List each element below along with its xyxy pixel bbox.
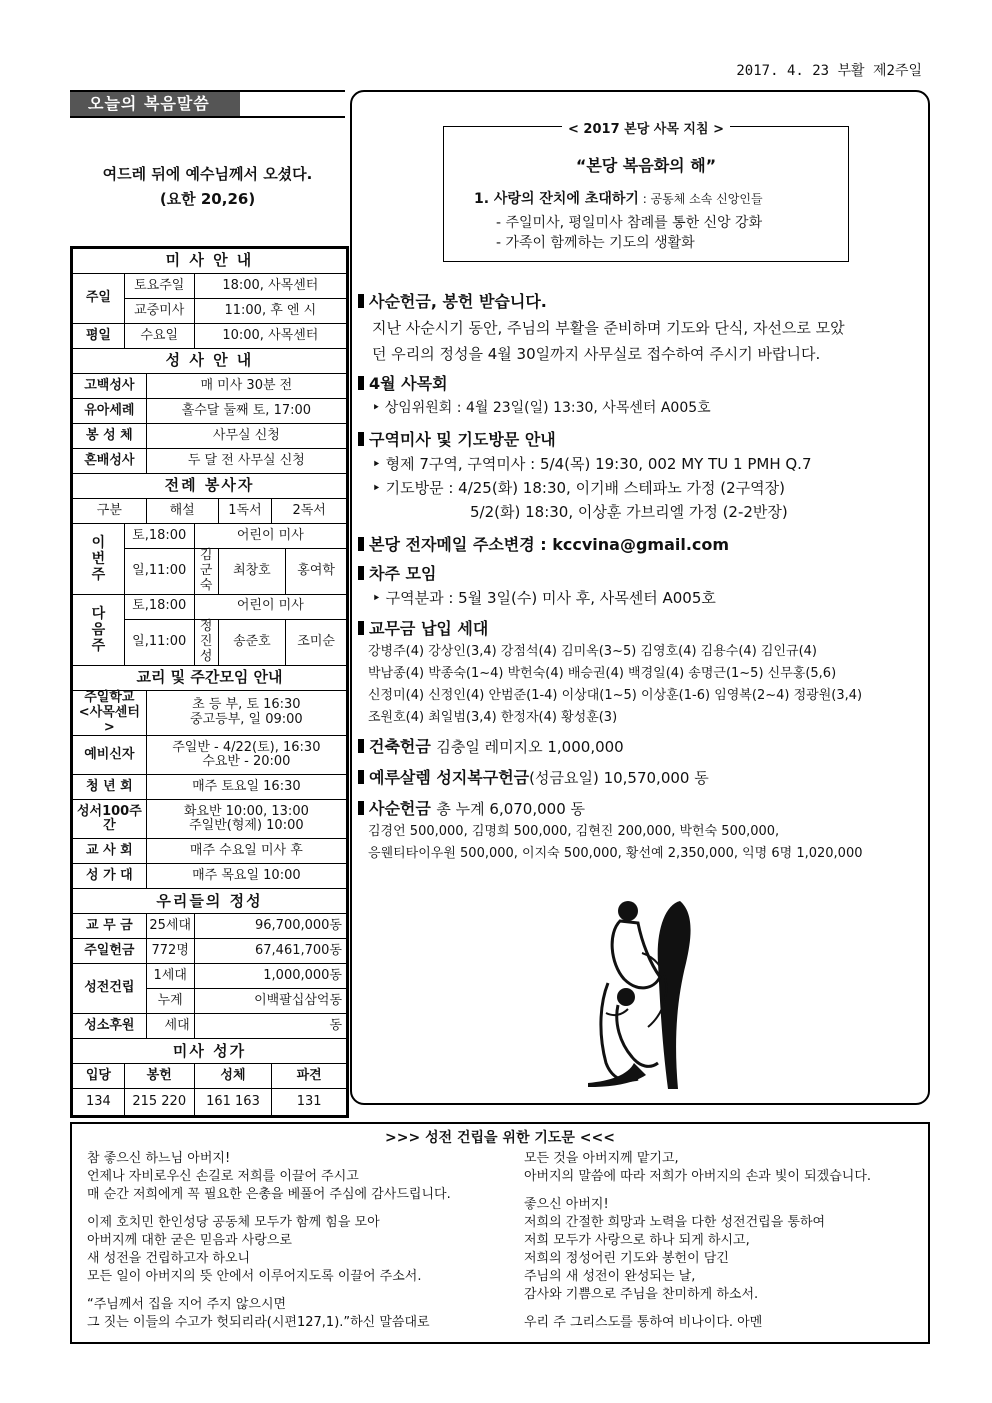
offering-amount: 이백팔십삼억동 (194, 989, 346, 1014)
servers-slot: 일,11:00 (124, 549, 194, 595)
bullet-square-icon (358, 432, 364, 446)
servers-commentator: 정진성 (194, 619, 218, 665)
pieta-drawing (568, 893, 728, 1093)
district-mass-section (358, 428, 928, 524)
catechism-choir-time: 매주 목요일 10:00 (146, 864, 346, 889)
catechism-teachers-time: 매주 수요일 미사 후 (146, 839, 346, 864)
offering-title: 우리들의 정성 (73, 889, 347, 914)
sacrament-value: 사무실 신청 (146, 424, 346, 449)
tithe-names: 박남종(4) 박종숙(1~4) 박헌숙(4) 배승권(4) 백경일(4) 송명근(1~5) 신무홍(5,6) (368, 666, 837, 681)
hymns-col-head: 입당 (73, 1064, 125, 1089)
prayer-gap (524, 1304, 924, 1314)
servers-slot-value: 어린이 미사 (194, 524, 346, 549)
policy-item-desc: : 공동체 소속 신앙인들 (638, 192, 763, 206)
offering-name: 성소후원 (73, 1014, 147, 1039)
mass-sunday-label: 주일 (73, 274, 125, 324)
bullet-square-icon (358, 376, 364, 390)
prayer-line: 우리 주 그리스도를 통하여 비나이다. 아멘 (524, 1315, 763, 1330)
bullet-square-icon (358, 801, 364, 815)
catechism-teachers: 교 사 회 (73, 839, 147, 864)
offering-amount: 67,461,700동 (194, 939, 346, 964)
prayer-line: 그 짓는 이들의 수고가 헛되리라(시편127,1).”하신 말씀대로 (87, 1315, 430, 1330)
servers-reader1: 송준호 (218, 619, 286, 665)
section-heading (358, 735, 928, 759)
catechism-school-time: 초 등 부, 토 16:30 (192, 697, 301, 713)
hymns-value: 161 163 (194, 1089, 272, 1116)
jerusalem-offering-value: (성금요일) 10,570,000 동 (529, 769, 709, 787)
mass-comm-time: 11:00, 후 엔 시 (194, 299, 346, 324)
section-heading (358, 797, 928, 821)
catechism-bible-time: 주일반(형제) 10:00 (189, 818, 304, 834)
offering-name: 주일헌금 (73, 939, 147, 964)
gospel-verse-ref: (요한 20,26) (159, 190, 256, 208)
bullet-square-icon (358, 770, 364, 784)
prayer-line: 저희의 간절한 희망과 노력을 다한 성전건립을 통하여 (524, 1215, 826, 1230)
sacrament-name: 고백성사 (73, 374, 147, 399)
gospel-verse (70, 162, 345, 212)
catechism-school-times (146, 690, 346, 736)
district-line: 5/2(화) 18:30, 이상훈 가브리엘 가정 (2-2반장) (470, 503, 788, 521)
prayer-line: “주님께서 집을 지어 주지 않으시면 (87, 1297, 287, 1312)
mass-sat-label: 토요주일 (124, 274, 194, 299)
offering-amount: 동 (194, 1014, 346, 1039)
policy-sub: - 가족이 함께하는 기도의 생활화 (496, 235, 695, 251)
lent-donors: 김경언 500,000, 김명희 500,000, 김현진 200,000, 박헌숙 500,000, (368, 824, 780, 839)
mass-weekday-label: 평일 (73, 324, 125, 349)
prayer-line: 감사와 기쁨으로 주님을 찬미하게 하소서. (524, 1287, 759, 1302)
prayer-line: 아버지께 대한 굳은 믿음과 사랑으로 (87, 1233, 292, 1248)
servers-this-week (73, 524, 125, 595)
servers-col-head: 1독서 (218, 499, 272, 524)
prayer-line: 모든 일이 아버지의 뜻 안에서 이루어지도록 이끌어 주소서. (87, 1269, 422, 1284)
catechism-catechumen-times (146, 736, 346, 775)
gospel-header (70, 90, 345, 118)
mass-wed-label: 수요일 (124, 324, 194, 349)
catechism-bible-times (146, 800, 346, 839)
catechism-title: 교리 및 주간모임 안내 (73, 665, 347, 690)
catechism-bible: 성서100주간 (73, 800, 147, 839)
servers-next-week (73, 594, 125, 665)
mass-wed-time: 10:00, 사목센터 (194, 324, 346, 349)
policy-title-wrap (444, 118, 848, 137)
prayer-line: 모든 것을 아버지께 맡기고, (524, 1151, 679, 1166)
hymns-title: 미사 성가 (73, 1039, 347, 1064)
offering-amount: 1,000,000동 (194, 964, 346, 989)
servers-reader2: 홍여학 (286, 549, 347, 595)
prayer-line: 참 좋으신 하느님 아버지! (87, 1151, 231, 1166)
hymns-value: 215 220 (124, 1089, 194, 1116)
bullet-square-icon (358, 294, 364, 308)
sacrament-value: 두 달 전 사무실 신청 (146, 449, 346, 474)
tithe-section (358, 617, 928, 729)
prayer-line: 아버지의 말씀에 따라 저희가 아버지의 손과 빛이 되겠습니다. (524, 1169, 872, 1184)
catechism-youth-time: 매주 토요일 16:30 (146, 775, 346, 800)
mass-sat-time: 18:00, 사목센터 (194, 274, 346, 299)
mass-comm-label: 교중미사 (124, 299, 194, 324)
prayer-left-column (87, 1150, 507, 1332)
section-heading (358, 766, 928, 790)
hymns-value: 131 (272, 1089, 347, 1116)
lent-total-section (358, 797, 928, 865)
section-heading-text: 4월 사목회 (369, 374, 448, 393)
catechism-catechumen-time: 수요반 - 20:00 (202, 754, 291, 770)
section-heading-text: 사순헌금, 봉헌 받습니다. (369, 292, 547, 311)
servers-col-head: 구분 (73, 499, 147, 524)
section-heading-text: 예루살렘 성지복구헌금 (369, 768, 530, 787)
section-heading-text: 구역미사 및 기도방문 안내 (369, 430, 556, 449)
servers-commentator: 김군숙 (194, 549, 218, 595)
offering-name: 교 무 금 (73, 914, 147, 939)
tithe-names: 조원호(4) 최일범(3,4) 한정자(4) 황성훈(3) (368, 710, 618, 725)
district-line: ‣ 형제 7구역, 구역미사 : 5/4(목) 19:30, 002 MY TU 1 PMH Q.7 (372, 455, 812, 473)
info-sidebar (70, 246, 349, 1118)
lent-offering-section (358, 290, 928, 366)
section-heading-text: 건축헌금 (369, 737, 431, 756)
policy-item (474, 188, 763, 208)
servers-col-head: 해설 (146, 499, 218, 524)
mass-title: 미 사 안 내 (73, 249, 347, 274)
tithe-names: 신정미(4) 신정인(4) 안범준(1-4) 이상대(1~5) 이상훈(1-6) 임영복(2~4) 정광원(3,4) (368, 688, 863, 703)
servers-reader1: 최창호 (218, 549, 286, 595)
servers-next-week-label: 다음주 (91, 605, 106, 654)
catechism-youth: 청 년 회 (73, 775, 147, 800)
section-heading-text: 차주 모임 (369, 564, 437, 583)
offering-count: 25세대 (146, 914, 194, 939)
section-heading (358, 290, 928, 314)
pastoral-policy-box (443, 122, 849, 262)
council-line: ‣ 상임위원회 : 4월 23일(일) 13:30, 사목센터 A005호 (372, 400, 711, 416)
next-meeting-section (358, 562, 928, 610)
email-change-section (358, 533, 928, 557)
prayer-gap (87, 1286, 507, 1296)
building-offering-value: 김충일 레미지오 1,000,000 (436, 738, 624, 756)
offering-count: 세대 (146, 1014, 194, 1039)
sacrament-value: 홀수달 둘째 토, 17:00 (146, 399, 346, 424)
policy-title: < 2017 본당 사목 지침 > (562, 122, 730, 137)
policy-item-title: 1. 사랑의 잔치에 초대하기 (474, 191, 639, 207)
offering-count: 누계 (146, 989, 194, 1014)
catechism-catechumen-time: 주일반 - 4/22(토), 16:30 (172, 739, 321, 755)
section-heading (358, 562, 928, 586)
catechism-school (73, 690, 147, 736)
servers-slot: 토,18:00 (124, 524, 194, 549)
prayer-line: 저희의 정성어린 기도와 봉헌이 담긴 (524, 1251, 729, 1266)
servers-reader2: 조미순 (286, 619, 347, 665)
hymns-col-head: 봉헌 (124, 1064, 194, 1089)
policy-year-theme: “본당 복음화의 해” (575, 156, 717, 175)
section-heading-text: 교무금 납입 세대 (369, 619, 489, 638)
section-heading-text: 사순헌금 (369, 799, 431, 818)
sacrament-name: 유아세례 (73, 399, 147, 424)
prayer-title: >>> 성전 건립을 위한 기도문 <<< (385, 1130, 615, 1146)
offering-count: 1세대 (146, 964, 194, 989)
meeting-line: ‣ 구역분과 : 5월 3일(수) 미사 후, 사목센터 A005호 (372, 589, 716, 607)
policy-sub: - 주일미사, 평일미사 참례를 통한 신앙 강화 (496, 215, 763, 231)
hymns-value: 134 (73, 1089, 125, 1116)
catechism-bible-time: 화요반 10:00, 13:00 (183, 803, 309, 819)
prayer-line: 언제나 자비로우신 손길로 저희를 이끌어 주시고 (87, 1169, 359, 1184)
sacrament-name: 혼배성사 (73, 449, 147, 474)
catechism-school-label: 주일학교 (84, 689, 135, 705)
pieta-illustration (568, 893, 728, 1093)
lent-total-value: 총 누계 6,070,000 동 (436, 800, 586, 818)
district-line: ‣ 기도방문 : 4/25(화) 18:30, 이기배 스테파노 가정 (2구역장) (372, 479, 786, 497)
bullet-square-icon (358, 621, 364, 635)
catechism-school-place: <사목센터> (78, 704, 140, 735)
prayer-gap (87, 1204, 507, 1214)
prayer-line: 새 성전을 건립하고자 하오니 (87, 1251, 251, 1266)
servers-slot-value: 어린이 미사 (194, 594, 346, 619)
lent-donors: 응웬티타이우원 500,000, 이지숙 500,000, 황선예 2,350,000, 익명 6명 1,020,000 (368, 846, 863, 861)
servers-this-week-label: 이번주 (91, 534, 106, 583)
building-offering-section (358, 735, 928, 759)
bulletin-date: 2017. 4. 23 부활 제2주일 (736, 63, 922, 79)
offering-amount: 96,700,000동 (194, 914, 346, 939)
catechism-catechumen: 예비신자 (73, 736, 147, 775)
lent-text: 지난 사순시기 동안, 주님의 부활을 준비하며 기도와 단식, 자선으로 모았 (372, 319, 845, 337)
hymns-col-head: 파견 (272, 1064, 347, 1089)
bullet-square-icon (358, 739, 364, 753)
april-council-section (358, 372, 928, 420)
bullet-square-icon (358, 566, 364, 580)
prayer-line: 이제 호치민 한인성당 공동체 모두가 함께 힘을 모아 (87, 1215, 380, 1230)
jerusalem-offering-section (358, 766, 928, 790)
sacrament-name: 봉 성 체 (73, 424, 147, 449)
catechism-school-time: 중고등부, 일 09:00 (190, 712, 303, 728)
gospel-header-label: 오늘의 복음말씀 (70, 92, 240, 116)
section-heading (358, 533, 928, 557)
prayer-box (70, 1122, 930, 1344)
sacrament-value: 매 미사 30분 전 (146, 374, 346, 399)
section-heading (358, 428, 928, 452)
gospel-verse-text: 여드레 뒤에 예수님께서 오셨다. (102, 165, 313, 183)
bullet-square-icon (358, 537, 364, 551)
prayer-line: 좋으신 아버지! (524, 1197, 609, 1212)
lent-text: 던 우리의 정성을 4월 30일까지 사무실로 접수하여 주시기 바랍니다. (372, 345, 821, 363)
prayer-right-column (524, 1150, 924, 1332)
prayer-line: 주님의 새 성전이 완성되는 날, (524, 1269, 696, 1284)
servers-col-head: 2독서 (272, 499, 347, 524)
section-heading (358, 372, 928, 396)
offering-name: 성전건립 (73, 964, 147, 1014)
sacrament-title: 성 사 안 내 (73, 349, 347, 374)
prayer-line: 매 순간 저희에게 꼭 필요한 은총을 베풀어 주심에 감사드립니다. (87, 1187, 451, 1202)
servers-slot: 토,18:00 (124, 594, 194, 619)
servers-slot: 일,11:00 (124, 619, 194, 665)
prayer-line: 저희 모두가 사랑으로 하나 되게 하시고, (524, 1233, 750, 1248)
tithe-names: 강병주(4) 강상인(3,4) 강점석(4) 김미옥(3~5) 김영호(4) 김용수(4) 김인규(4) (368, 644, 817, 659)
prayer-gap (524, 1186, 924, 1196)
catechism-choir: 성 가 대 (73, 864, 147, 889)
info-table (72, 248, 347, 1116)
offering-count: 772명 (146, 939, 194, 964)
servers-title: 전례 봉사자 (73, 474, 347, 499)
section-heading-text: 본당 전자메일 주소변경 : kccvina@gmail.com (369, 535, 730, 554)
section-heading (358, 617, 928, 641)
hymns-col-head: 성체 (194, 1064, 272, 1089)
